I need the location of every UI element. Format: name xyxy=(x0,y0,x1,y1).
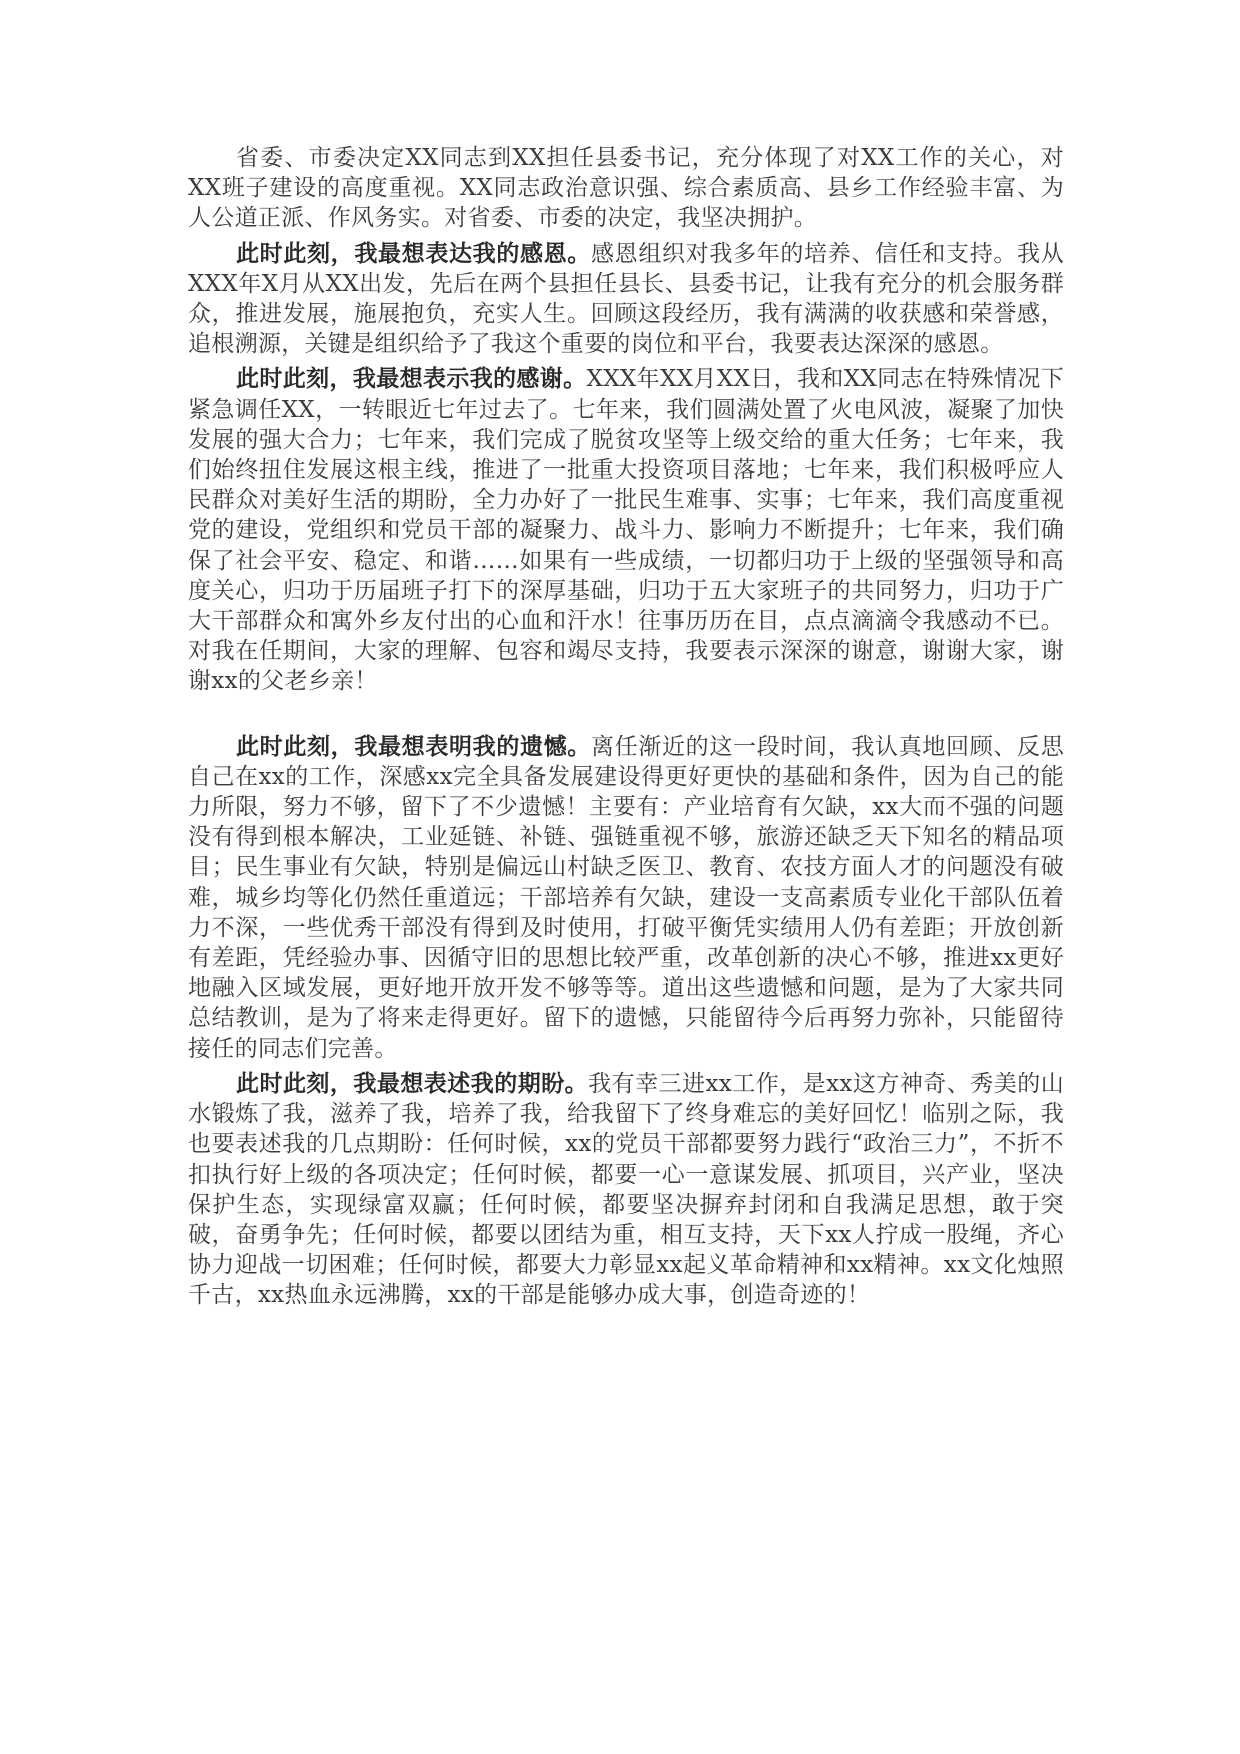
paragraph-body: 离任渐近的这一段时间，我认真地回顾、反思自己在xx的工作，深感xx完全具备发展建设得更好更快的基础和条件，因为自己的能力所限，努力不够，留下了不少遗憾！主要有：产业培育有欠缺，xx大而不强的问题没有得到根本解决，工业延链、补链、强链重视不够，旅游还缺乏天下知名的精品项目；民生事业有欠缺，特别是偏远山村缺乏医卫、教育、农技方面人才的问题没有破难，城乡均等化仍然任重道远；干部培养有欠缺，建设一支高素质专业化干部队伍着力不深，一些优秀干部没有得到及时使用，打破平衡凭实绩用人仍有差距；开放创新有差距，凭经验办事、因循守旧的思想比较严重，改革创新的决心不够，推进xx更好地融入区域发展，更好地开放开发不够等等。道出这些遗憾和问题，是为了大家共同总结教训，是为了将来走得更好。留下的遗憾，只能留待今后再努力弥补，只能留待接任的同志们完善。 xyxy=(188,733,1065,1062)
paragraph-body: 感恩组织对我多年的培养、信任和支持。我从XXX年X月从XX出发，先后在两个县担任县长、县委书记，让我有充分的机会服务群众，推进发展，施展抱负，充实人生。回顾这段经历，我有满满的收获感和荣誉感，追根溯源，关键是组织给予了我这个重要的岗位和平台，我要表达深深的感恩。 xyxy=(188,240,1065,358)
paragraph-lead: 此时此刻，我最想表示我的感谢。 xyxy=(236,365,587,393)
paragraph-thanks xyxy=(188,364,1064,696)
paragraph-lead: 此时此刻，我最想表述我的期盼。 xyxy=(236,1069,589,1097)
paragraph-expectations xyxy=(188,1069,1064,1311)
paragraph-body: 我有幸三进xx工作，是xx这方神奇、秀美的山水锻炼了我，滋养了我，培养了我，给我留下了终身难忘的美好回忆！临别之际，我也要表述我的几点期盼：任何时候，xx的党员干部都要努力践行“政治三力”，不折不扣执行好上级的各项决定；任何时候，都要一心一意谋发展、抓项目，兴产业，坚决保护生态，实现绿富双赢；任何时候，都要坚决摒弃封闭和自我满足思想，敢于突破，奋勇争先；任何时候，都要以团结为重，相互支持，天下xx人拧成一股绳，齐心协力迎战一切困难；任何时候，都要大力彰显xx起义革命精神和xx精神。xx文化烛照千古，xx热血永远沸腾，xx的干部是能够办成大事，创造奇迹的！ xyxy=(188,1070,1064,1309)
paragraph-regrets xyxy=(188,732,1064,1064)
paragraph-lead: 此时此刻，我最想表达我的感恩。 xyxy=(236,239,592,267)
paragraph-gratitude xyxy=(188,239,1064,360)
paragraph-lead: 此时此刻，我最想表明我的遗憾。 xyxy=(236,732,592,760)
document-page xyxy=(188,143,1064,1316)
paragraph-intro xyxy=(188,143,1064,234)
paragraph-body: 省委、市委决定XX同志到XX担任县委书记，充分体现了对XX工作的关心，对XX班子建设的高度重视。XX同志政治意识强、综合素质高、县乡工作经验丰富、为人公道正派、作风务实。对省委、市委的决定，我坚决拥护。 xyxy=(188,145,1064,232)
paragraph-body: XXX年XX月XX日，我和XX同志在特殊情况下紧急调任XX，一转眼近七年过去了。七年来，我们圆满处置了火电风波，凝聚了加快发展的强大合力；七年来，我们完成了脱贫攻坚等上级交给的重大任务；七年来，我们始终扭住发展这根主线，推进了一批重大投资项目落地；七年来，我们积极呼应人民群众对美好生活的期盼，全力办好了一批民生难事、实事；七年来，我们高度重视党的建设，党组织和党员干部的凝聚力、战斗力、影响力不断提升；七年来，我们确保了社会平安、稳定、和谐……如果有一些成绩，一切都归功于上级的坚强领导和高度关心，归功于历届班子打下的深厚基础，归功于五大家班子的共同努力，归功于广大干部群众和寓外乡友付出的心血和汗水！往事历历在目，点点滴滴令我感动不已。对我在任期间，大家的理解、包容和竭尽支持，我要表示深深的谢意，谢谢大家，谢谢xx的父老乡亲！ xyxy=(188,366,1064,695)
